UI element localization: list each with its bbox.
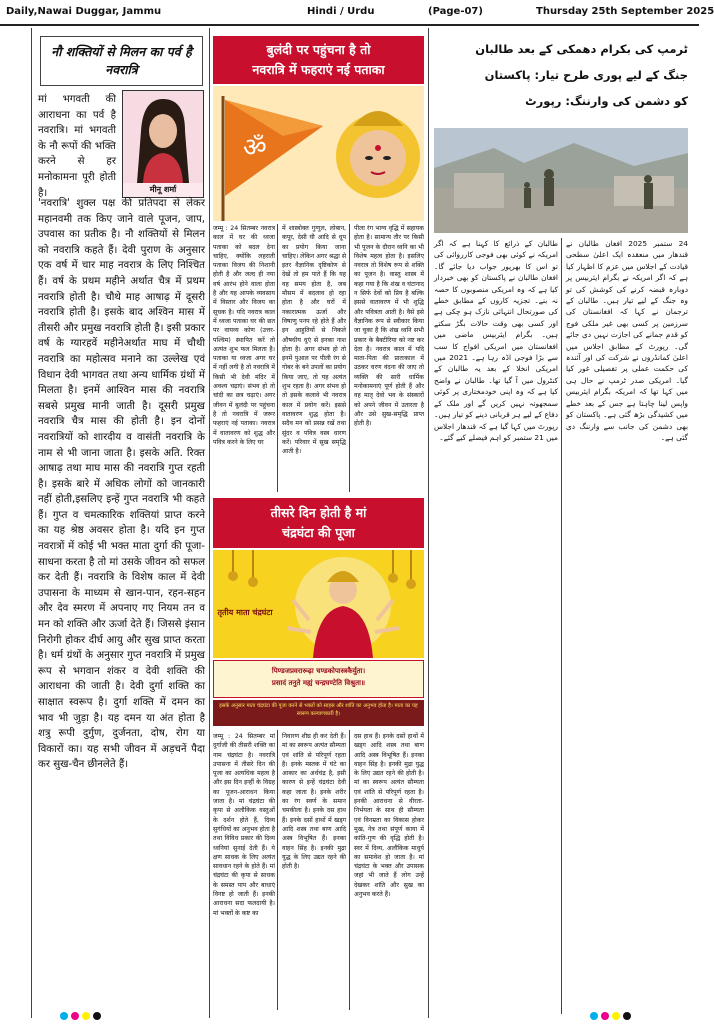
middle-top-col-divider-2 (349, 224, 350, 492)
poster-caption: इसके अनुसार माता चंद्रघंटा की पूजा करने से भक्तों को साहस और शांति का अनुभव होता है। माता का यह स्वरूप कल्याणकारी है। (213, 700, 424, 726)
publication-name: Daily,Nawai Duggar, Jammu (6, 6, 162, 17)
soldiers-photo (434, 128, 688, 233)
middle-top-col2: में शास्त्रोक्त गुग्गुल, लोबान, कपूर, देसी घी आदि से धूप का प्रयोग किया जाना चाहिए। लेकिन अगर श्रद्धा से इतर वैज्ञानिक दृष्टिकोण से देखें तो हम पाते हैं कि यह वह समय होता है, जब मौसम में बदलाव हो रहा होता है और घरों में नकारात्मक ऊर्जा और विषाणु पनप रहे होते हैं और इन आहुतियों से निकले औषधीय धुएं से इनका नाश होता है। अगर संभव हो तो इनमें पुआल पर पीली रंग से गोबर के बने उपलों का प्रयोग किया जाए, तो यह अत्यंत शुभ रहता है। अगर संभव हो तो इसके कलावे भी नवरात्र काल में प्रयोग करें। इससे वातावरण शुद्ध होता है। सदैव मन को प्रसन्न रखें तथा सुंदर व पवित्र वस्त्र धारण करें। परिवार में सुख समृद्धि आती है। (282, 225, 346, 456)
urdu-headline (434, 36, 688, 126)
author-photo (122, 90, 204, 198)
svg-text:ॐ: ॐ (243, 133, 267, 163)
middle-bottom-headline-line1: तीसरे दिन होती है मां (270, 505, 367, 520)
left-divider (31, 28, 32, 1018)
middle-bottom-col2: निवारण शीघ्र ही कर देती हैं। मां का स्वरूप अत्यंत सौम्यता एवं शांति से परिपूर्ण रहता है। इनके मस्तक में घंटे का आकार का अर्धचंद्र है, इसी कारण से इन्हें चंद्रघंटा देवी कहा जाता है। इनके शरीर का रंग स्वर्ण के समान चमकीला है। इनके दस हाथ हैं। इनके दसों हाथों में खड्ग आदि शस्त्र तथा बाण आदि अस्त्र विभूषित हैं। इनका वाहन सिंह है। इनकी मुद्रा युद्ध के लिए उद्यत रहने की होती है। (282, 733, 346, 871)
urdu-headline-line1: ٹرمپ کی بکرام دھمکی کے بعد طالبان (475, 42, 688, 56)
middle-top-headline-line2: नवरात्रि में फहराएं नई पताका (252, 62, 385, 77)
middle-bottom-col-divider-1 (277, 730, 278, 1010)
mantra-line2: प्रसादं तनुते मह्यं चन्द्रघण्टेति विश्रुता॥ (271, 679, 366, 687)
middle-bottom-headline (213, 498, 424, 548)
middle-bottom-col3: दस हाथ हैं। इनके दसों हाथों में खड्ग आदि शस्त्र तथा बाण आदि अस्त्र विभूषित हैं। इनका वाहन सिंह है। इनकी मुद्रा युद्ध के लिए उद्यत रहने की होती है। मां का स्वरूप अत्यंत सौम्यता एवं शांति से परिपूर्ण रहता है। इनकी आराधना से वीरता-निर्भयता के साथ ही सौम्यता एवं विनम्रता का विकास होकर मुख, नेत्र तथा संपूर्ण काया में कांति-गुण की वृद्धि होती है। स्वर में दिव्य, अलौकिक माधुर्य का समावेश हो जाता है। मां चंद्रघंटा के भक्त और उपासक जहां भी जाते हैं लोग उन्हें देखकर शांति और सुख का अनुभव करते हैं। (354, 733, 424, 899)
urdu-col-left: طالبان کے ذرائع کا کہنا ہے کہ اگر امریکہ نے کوئی بھی فوجی کارروائی کی تو اس کا بھرپور جواب دیا جائے گا۔ افغان طالبان نے پاکستان کو بھی خبردار کیا ہے کہ وہ امریکی منصوبوں کا حصہ نہ بنے۔ تجزیہ کاروں کے مطابق خطے کی صورتحال انتہائی نازک ہو چکی ہے اور کسی بھی وقت حالات بگڑ سکتے ہیں۔ بگرام ایئربیس ماضی میں افغانستان میں امریکی افواج کا سب سے بڑا فوجی اڈہ رہا ہے۔ 2021 میں امریکی انخلا کے بعد یہ طالبان کے کنٹرول میں آ گیا تھا۔ طالبان نے واضح کیا ہے کہ وہ اپنی خودمختاری پر کوئی سمجھوتہ نہیں کریں گے اور ملک کے دفاع کے لیے ہر قربانی دینے کو تیار ہیں۔ رپورٹ میں کہا گیا ہے کہ قندھار اجلاس میں 21 ستمبر کو اہم فیصلے کیے گئے۔ (434, 239, 558, 442)
left-article-title: नौ शक्तियों से मिलन का पर्व है नवरात्रि (40, 36, 203, 86)
poster-label: तृतीय माता चंद्रघंटा (217, 608, 273, 617)
middle-bottom-col1: जम्मू : 24 सितम्बर मां दुर्गाजी की तीसरी शक्ति का नाम चंद्रघंटा है। नवरात्रि उपासना में तीसरे दिन की पूजा का अत्यधिक महत्व है और इस दिन इन्हीं के विग्रह का पूजन-आराधन किया जाता है। मां चंद्रघंटा की कृपा से अलौकिक वस्तुओं के दर्शन होते हैं, दिव्य सुगंधियों का अनुभव होता है तथा विविध प्रकार की दिव्य ध्वनियां सुनाई देती हैं। ये क्षण साधक के लिए अत्यंत सावधान रहने के होते हैं। मां चंद्रघंटा की कृपा से साधक के समस्त पाप और बाधाएं विनष्ट हो जाती हैं। इनकी आराधना सदा फलदायी है। मां भक्तों के कष्ट का (213, 733, 275, 917)
middle-bottom-headline-line2: चंद्रघंटा की पूजा (282, 525, 355, 540)
color-registration-marks-left (60, 1012, 101, 1020)
page-number: (Page-07) (428, 6, 483, 17)
author-portrait-icon (123, 91, 203, 183)
middle-bottom-col-divider-2 (349, 730, 350, 1010)
urdu-headline-line2: جنگ کے لیے پوری طرح تیار: پاکستان (484, 68, 688, 82)
mantra-box (213, 660, 424, 698)
goddess-illustration (213, 550, 424, 658)
issue-date: Thursday 25th September 2025 (536, 6, 714, 17)
soldiers-street-photo (434, 128, 688, 233)
left-article-intro: मां भगवती की आराधना का पर्व है नवरात्रि। मां भगवती के नौ रूपों की भक्ति करने से हर मनोकामना पूरी होती है। (38, 94, 116, 199)
language-label: Hindi / Urdu (307, 6, 375, 17)
left-column-divider (209, 28, 210, 1018)
urdu-headline-line3: کو دشمن کی وارننگ: رپورٹ (525, 94, 688, 108)
left-article-body: 'नवरात्रि' शुक्ल पक्ष की प्रतिपदा से लेकर महानवमी तक किए जाने वाले पूजन, जाप, उपवास का प्रतीक है। नौ शक्तियों से मिलन को नवरात्रि कहते हैं। देवी पुराण के अनुसार एक वर्ष में चार माह नवरात्र के लिए निश्चित हैं। वर्ष के प्रथम महीने अर्थात चैत्र में प्रथम नवरात्रि होती है। चौथे माह आषाढ़ में दूसरी नवरात्रि होती है। इसके बाद अश्विन मास में तीसरी और प्रमुख नवरात्रि होती है। इसी प्रकार वर्ष के ग्यारहवें महीनेअर्थात माघ में चौथी नवरात्रि का महोत्सव मनाने का उल्लेख एवं विधान देवी भागवत तथा अन्य धार्मिक ग्रंथों में मिलता है। इनमें आश्विन मास की नवरात्रि सबसे प्रमुख मानी जाती है। दूसरी प्रमुख नवरात्रि चैत्र मास की होती है। इन दोनों नवरात्रियों को शारदीय व वासंती नवरात्रि के नाम से भी जाना जाता है। इसके अति. रिक्त आषाढ़ तथा माघ मास की नवरात्रि गुप्त रहती है। इसके बारे में अधिक लोगों को जानकारी नहीं होती,इसलिए इन्हें गुप्त नवरात्रि भी कहते हैं। गुप्त व चमत्कारिक शक्तियां प्राप्त करने का यह श्रेष्ठ अवसर होता है। यदि इन गुप्त नवरात्रों में कोई भी भक्त माता दुर्गा की पूजा-साधना करता है तो मां उसके जीवन को सफल कर देती हैं। नवरात्रि के विशेष काल में देवी उपासना के माध्यम से खान-पान, रहन-सहन और देव स्मरण में अपनाए गए नियम तन व मन को शक्ति और ऊर्जा देते हैं। जिससे इंसान निरोगी होकर दीर्घ आयु और सुख प्राप्त करता है। धर्म ग्रंथों के अनुसार गुप्त नवरात्रि में प्रमुख रूप से भगवान शंकर व देवी शक्ति की आराधना की जाती है। देवी दुर्गा शक्ति का साक्षात स्वरूप है। दुर्गा शक्ति में दमन का भाव भी जुड़ा है। यह दमन या अंत होता है शत्रु रूपी दुर्गुण, दुर्जनता, दोष, रोग या विकारों का। यह सभी जीवन में अड़चनें पैदा कर सुख-चैन छीनलेते हैं। (38, 198, 205, 771)
middle-top-col1: जम्मू : 24 सितम्बर नवरात्र काल में घर की ध्वजा पताका को बदल देना चाहिए, क्योंकि लहराती पताका विजय की निशानी होती है और जल्द ही नया वर्ष आरंभ होने वाला होता है और यह आपके व्यवसाय में विस्तार और विजय का सूचक है। यदि नवरात्र काल में ध्वजा पताका घर की छत पर वायव्य कोण (उत्तर-पश्चिम) स्थापित करें तो अत्यंत शुभ फल मिलता है। पताका या ध्वजा अगर घर में नहीं लगी है तो नवरात्रि में किसी भी देवी मंदिर में अवश्य चढ़ाएं। संभव हो तो चांदी का छत्र चढ़ाएं। अगर जीवन में बुलंदी पर पहुंचना है तो नवरात्रि में जरूर फहराएं नई पताका। नवरात्र में वातावरण को शुद्ध और पवित्र करने के लिए घर (213, 225, 275, 446)
saffron-flag-illustration (213, 86, 424, 221)
middle-top-headline (213, 36, 424, 84)
middle-top-headline-line1: बुलंदी पर पहुंचना है तो (266, 42, 371, 57)
urdu-col-right: 24 ستمبر 2025 افغان طالبان نے قندھار میں منعقدہ ایک اعلیٰ سطحی قیادت کے اجلاس میں عزم کا اظہار کیا ہے کہ اگر امریکہ نے بگرام ایئربیس پر دوبارہ قبضہ کرنے کی کوشش کی تو وہ جنگ کے لیے تیار ہیں۔ طالبان کے ترجمان نے کہا کہ افغانستان کی سرزمین پر کسی بھی غیر ملکی فوج کو قدم جمانے کی اجازت نہیں دی جائے گی۔ رپورٹ کے مطابق اجلاس میں اعلیٰ کمانڈروں نے شرکت کی اور آئندہ کی حکمت عملی پر تفصیلی غور کیا گیا۔ امریکی صدر ٹرمپ نے حال ہی میں کہا تھا کہ امریکہ بگرام ایئربیس واپس لینا چاہتا ہے جس کے بعد خطے میں کشیدگی بڑھ گئی ہے۔ پاکستان کو بھی دشمن کی جانب سے وارننگ دی گئی ہے۔ (566, 239, 689, 442)
middle-top-col-divider-1 (277, 224, 278, 492)
color-registration-marks-right (590, 1012, 631, 1020)
urdu-col-divider (561, 238, 562, 1014)
flag-goddess-image (213, 86, 424, 221)
middle-top-col3: पीला रंग भाग्य वृद्धि में सहायक होता है। सामान्य तौर पर किसी भी पूजन के दौरान ध्वनि का भी विशेष महत्व होता है। इसलिए नवरात्र तो विशेष रूप से शक्ति का पूजन है। वास्तु शास्त्र में कहा गया है कि शंख व घंटानाद न सिर्फ देवों को प्रिय है बल्कि इससे वातावरण में भी शुद्धि और पवित्रता आती है। वैसे इसे वैज्ञानिक रूप से स्वीकार किया जा चुका है कि शंख ध्वनि सभी प्रकार के बैक्टीरिया को नष्ट कर देता है। नवरात्र काल में यदि माता-पिता की प्रातःकाल में उठकर चरण वंदना की जाए तो व्यक्ति की सारी धार्मिक मनोकामनाएं पूर्ण होती हैं और वह मातृ देवो भव के संस्कारों को अपने जीवन में उतारता है और उसे सुख-समृद्धि प्राप्त होती है। (354, 225, 424, 428)
chandraghanta-poster (213, 550, 424, 658)
author-name: मीनू शर्मा (149, 185, 177, 194)
mantra-line1: पिण्डजप्रवरारूढ़ा चण्डकोपास्त्रकैर्युता। (271, 667, 366, 675)
right-column-divider (428, 28, 429, 1018)
page-header (0, 0, 714, 26)
